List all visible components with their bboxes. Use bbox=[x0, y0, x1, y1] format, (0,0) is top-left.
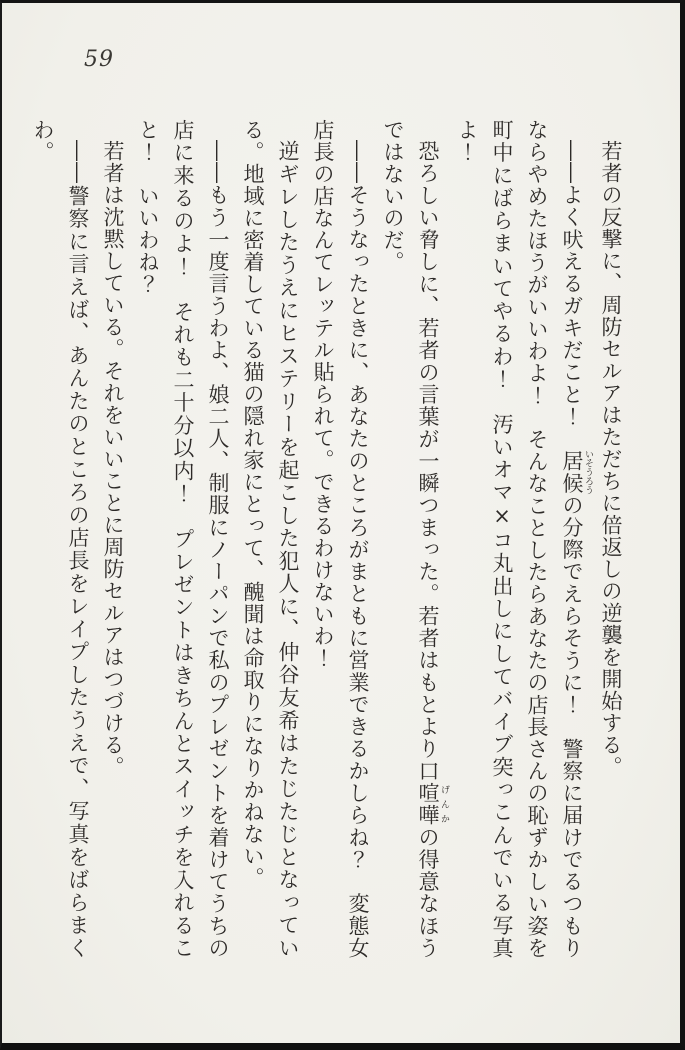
paragraph: ――警察に言えば、あんたのところの店長をレイプしたうえで、写真をばらまくわ。 bbox=[31, 119, 90, 959]
paragraph: ――よく吠えるガキだこと！ 居候 いそうろうの分際でえらそうに！ 警察に届けでるつもりならやめたほうがいいわよ！ そんなことしたらあなたの店長さんの恥ずかしい姿を町中にばらまいてやるわ！ 汚いオマ×コ丸出しにしてバイブ突っこんでいる写真よ！ bbox=[455, 119, 593, 960]
page-number: 59 bbox=[84, 47, 114, 72]
paragraph: 恐ろしい脅しに、若者の言葉が一瞬つまった。若者はもとより口喧嘩 げんかの得意なほうではないのだ。 bbox=[381, 119, 449, 960]
paragraph: 若者の反撃に、周防セルアはただちに倍返しの逆襲を開始する。 bbox=[599, 140, 623, 778]
ruby-annotated-word: 居候 いそうろう bbox=[560, 449, 593, 495]
ruby-annotated-word: 喧嘩 げんか bbox=[416, 782, 449, 827]
paragraph: 逆ギレしたうえにヒステリーを起こした犯人に、仲谷友希はたじたじとなっている。地域に密着している猫の隠れ家にとって、醜聞は命取りになりかねない。 bbox=[241, 119, 300, 959]
body-text bbox=[25, 119, 628, 959]
paragraph: ――そうなったときに、あなたのところがまともに営業できるかしらね？ 変態女店長の店なんてレッテル貼られて。できるわけないわ！ bbox=[311, 119, 370, 959]
paragraph: ――もう一度言うわよ、娘二人、制服にノーパンで私のプレゼントを着けてうちの店に来るのよ！ それも二十分以内！ プレゼントはきちんとスイッチを入れること！ いいわね？ bbox=[136, 119, 230, 959]
paragraph: 若者は沈黙している。それをいいことに周防セルアはつづける。 bbox=[101, 140, 125, 778]
